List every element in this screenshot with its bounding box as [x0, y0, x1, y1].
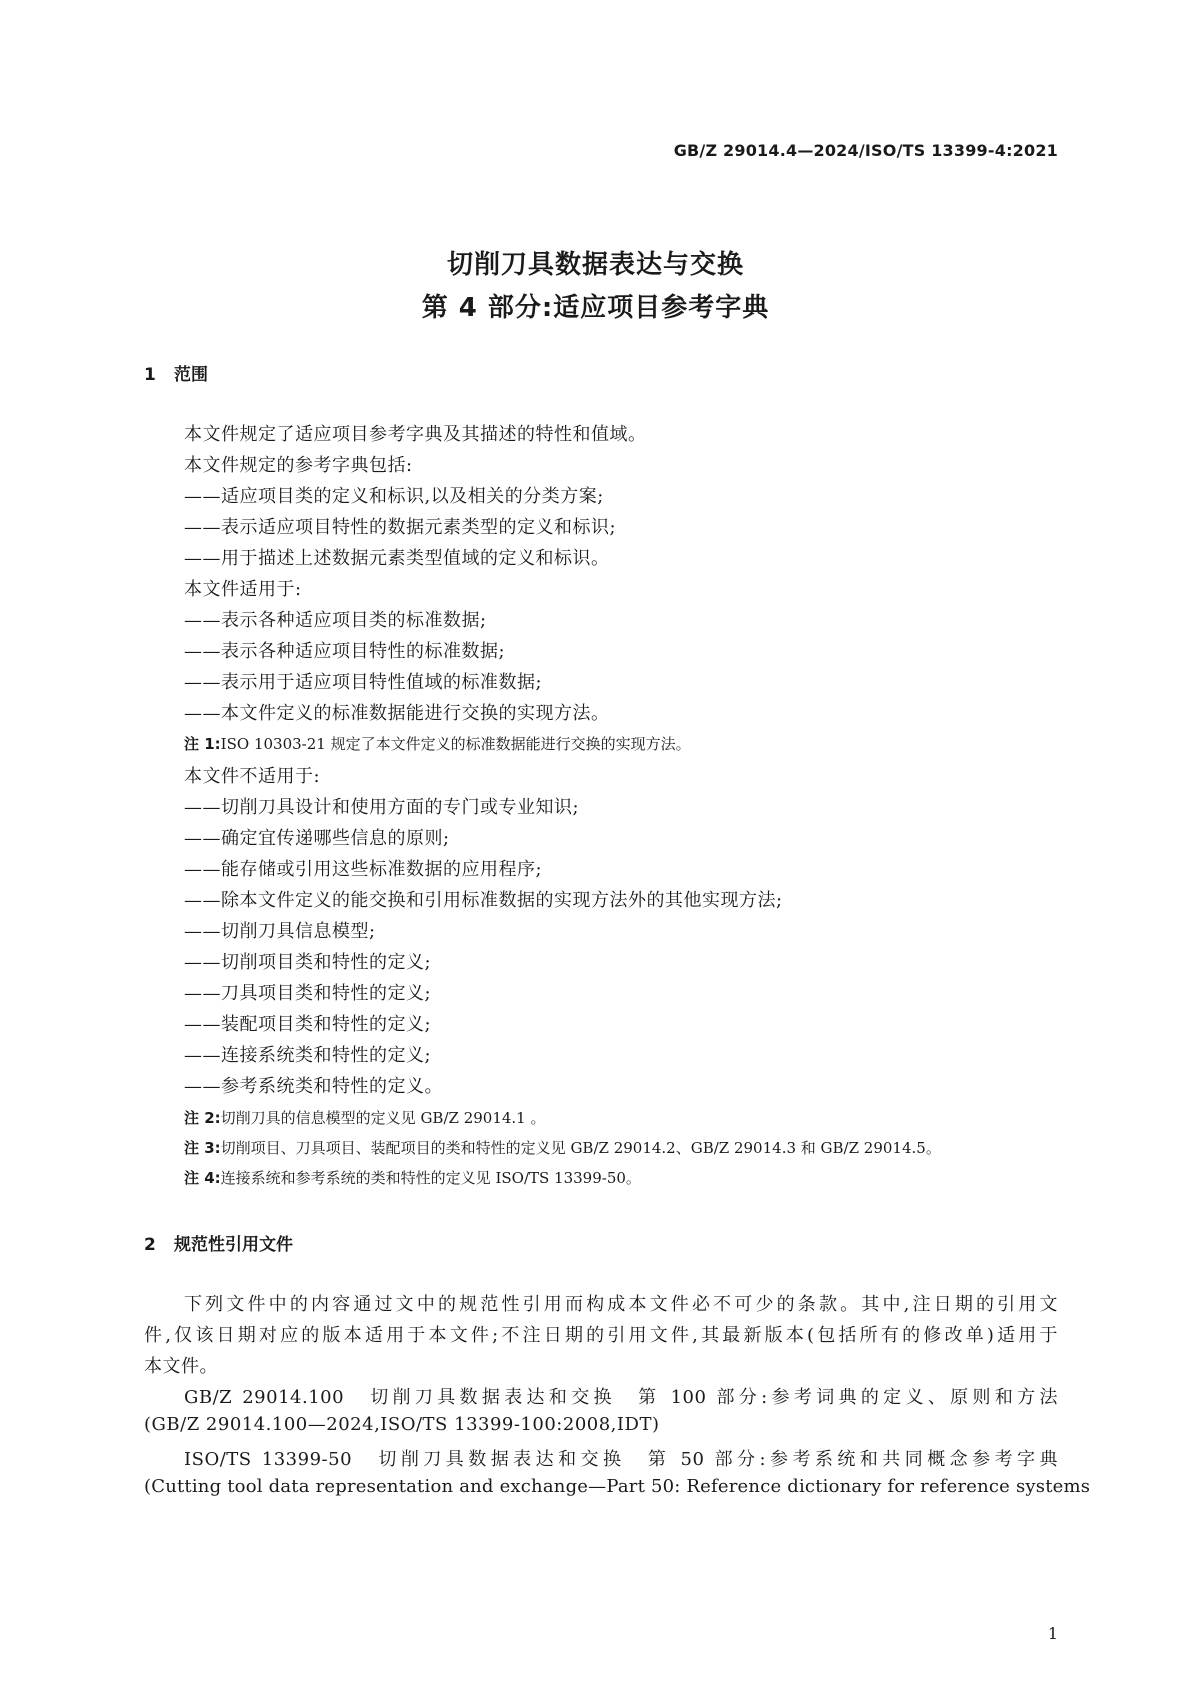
- section-title: 范围: [174, 365, 208, 385]
- note-label: 注 1:: [184, 735, 221, 753]
- note-label: 注 4:: [184, 1169, 221, 1187]
- note-text: 切削刀具的信息模型的定义见 GB/Z 29014.1 。: [220, 1109, 546, 1127]
- normative-reference-cont: (GB/Z 29014.100—2024,ISO/TS 13399-100:2008,IDT): [144, 1414, 660, 1435]
- section-number: 2: [144, 1235, 156, 1255]
- note-2: [184, 1107, 546, 1128]
- note-label: 注 3:: [184, 1139, 221, 1157]
- normative-reference: ISO/TS 13399-50 切削刀具数据表达和交换 第 50 部分:参考系统和共同概念参考字典: [184, 1449, 1058, 1470]
- note-text: 切削项目、刀具项目、装配项目的类和特性的定义见 GB/Z 29014.2、GB/Z 29014.3 和 GB/Z 29014.5。: [220, 1139, 941, 1157]
- scope-list-item: ——适应项目类的定义和标识,以及相关的分类方案;: [184, 486, 604, 507]
- scope-list-item: ——表示适应项目特性的数据元素类型的定义和标识;: [184, 517, 617, 538]
- normative-reference: GB/Z 29014.100 切削刀具数据表达和交换 第 100 部分:参考词典的定义、原则和方法: [184, 1387, 1058, 1408]
- scope-list-item: ——表示各种适应项目类的标准数据;: [184, 610, 487, 631]
- document-title-line1: 切削刀具数据表达与交换: [446, 250, 744, 280]
- scope-list-item: ——切削刀具信息模型;: [184, 921, 376, 942]
- scope-list-item: ——装配项目类和特性的定义;: [184, 1014, 432, 1035]
- section-title: 规范性引用文件: [174, 1235, 293, 1255]
- scope-list-item: ——表示用于适应项目特性值域的标准数据;: [184, 672, 543, 693]
- scope-list-item: ——确定宜传递哪些信息的原则;: [184, 828, 450, 849]
- standard-code-header: GB/Z 29014.4—2024/ISO/TS 13399-4:2021: [673, 141, 1058, 160]
- scope-list-item: ——能存储或引用这些标准数据的应用程序;: [184, 859, 543, 880]
- document-title-line2: 第 4 部分:适应项目参考字典: [421, 293, 770, 323]
- scope-line: 本文件规定的参考字典包括:: [184, 455, 413, 476]
- scope-list-item: ——连接系统类和特性的定义;: [184, 1045, 432, 1066]
- section-number: 1: [144, 365, 156, 385]
- section-2-heading: [144, 1230, 293, 1255]
- scope-list-item: ——切削项目类和特性的定义;: [184, 952, 432, 973]
- scope-list-item: ——切削刀具设计和使用方面的专门或专业知识;: [184, 797, 580, 818]
- scope-line: 本文件适用于:: [184, 579, 302, 600]
- scope-list-item: ——用于描述上述数据元素类型值域的定义和标识。: [184, 548, 610, 569]
- section-1-heading: [144, 360, 208, 385]
- note-1: [184, 733, 691, 754]
- scope-list-item: ——参考系统类和特性的定义。: [184, 1076, 443, 1097]
- scope-line: 本文件不适用于:: [184, 766, 321, 787]
- scope-list-item: ——本文件定义的标准数据能进行交换的实现方法。: [184, 703, 610, 724]
- refs-intro-line: 件,仅该日期对应的版本适用于本文件;不注日期的引用文件,其最新版本(包括所有的修改单)适用于: [144, 1325, 1058, 1346]
- scope-line: 本文件规定了适应项目参考字典及其描述的特性和值域。: [184, 424, 647, 445]
- note-label: 注 2:: [184, 1109, 221, 1127]
- page-number: 1: [1047, 1624, 1058, 1643]
- normative-reference-cont: (Cutting tool data representation and exchange—Part 50: Reference dictionary for reference systems: [144, 1476, 1091, 1497]
- scope-list-item: ——刀具项目类和特性的定义;: [184, 983, 432, 1004]
- scope-list-item: ——表示各种适应项目特性的标准数据;: [184, 641, 506, 662]
- scope-list-item: ——除本文件定义的能交换和引用标准数据的实现方法外的其他实现方法;: [184, 890, 783, 911]
- note-4: [184, 1167, 641, 1188]
- refs-intro-line: 本文件。: [144, 1356, 218, 1377]
- note-text: ISO 10303-21 规定了本文件定义的标准数据能进行交换的实现方法。: [220, 735, 691, 753]
- note-text: 连接系统和参考系统的类和特性的定义见 ISO/TS 13399-50。: [220, 1169, 641, 1187]
- note-3: [184, 1137, 941, 1158]
- refs-intro-line: 下列文件中的内容通过文中的规范性引用而构成本文件必不可少的条款。其中,注日期的引用文: [184, 1294, 1058, 1315]
